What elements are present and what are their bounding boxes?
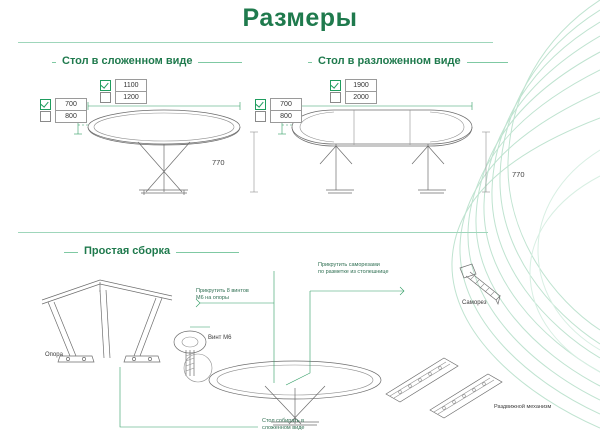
swatch-icon	[255, 111, 266, 122]
swatch-icon	[330, 92, 341, 103]
assembly-note-screws: Прикрутить саморезами по разметкe из столешнице	[318, 262, 389, 276]
unfolded-width-1900-value: 1900	[345, 79, 377, 92]
unfolded-table-drawing	[250, 72, 510, 202]
assembly-leader-lines	[0, 255, 600, 440]
unfolded-chip-width-2000	[330, 91, 377, 104]
unfolded-section-title: Стол в разложенном виде	[312, 55, 467, 67]
unfolded-chip-depth-800	[255, 110, 302, 123]
assembly-top-rule	[18, 232, 488, 233]
folded-chip-width-1200	[100, 91, 147, 104]
swatch-icon	[100, 92, 111, 103]
folded-table-drawing	[40, 72, 280, 202]
unfolded-width-2000-value: 2000	[345, 91, 377, 104]
folded-height-label: 770	[212, 158, 225, 167]
unfolded-depth-700-value: 700	[270, 98, 302, 111]
folded-width-1200-value: 1200	[115, 91, 147, 104]
folded-depth-800-value: 800	[55, 110, 87, 123]
header	[0, 0, 600, 42]
folded-section-title: Стол в сложенном виде	[56, 55, 198, 67]
check-swatch-icon	[255, 99, 266, 110]
assembly-bolt-label: Винт М6	[208, 335, 232, 341]
header-rule	[18, 42, 493, 43]
swatch-icon	[40, 111, 51, 122]
folded-depth-700-value: 700	[55, 98, 87, 111]
unfolded-height-label: 770	[512, 170, 525, 179]
check-swatch-icon	[330, 80, 341, 91]
assembly-section-title: Простая сборка	[78, 245, 176, 257]
assembly-note-fold: Стол собирать в сложенном виде	[262, 418, 305, 432]
assembly-note-bolts: Прикрутить 8 винтов М6 на опоры	[196, 288, 249, 302]
assembly-screw-label: Саморез	[462, 300, 487, 306]
unfolded-depth-800-value: 800	[270, 110, 302, 123]
folded-width-1100-value: 1100	[115, 79, 147, 92]
folded-chip-depth-800	[40, 110, 87, 123]
check-swatch-icon	[40, 99, 51, 110]
check-swatch-icon	[100, 80, 111, 91]
page-title: Размеры	[242, 4, 358, 32]
assembly-mechanism-label: Раздвижной механизм	[494, 404, 552, 410]
assembly-support-label: Опора	[45, 352, 63, 358]
